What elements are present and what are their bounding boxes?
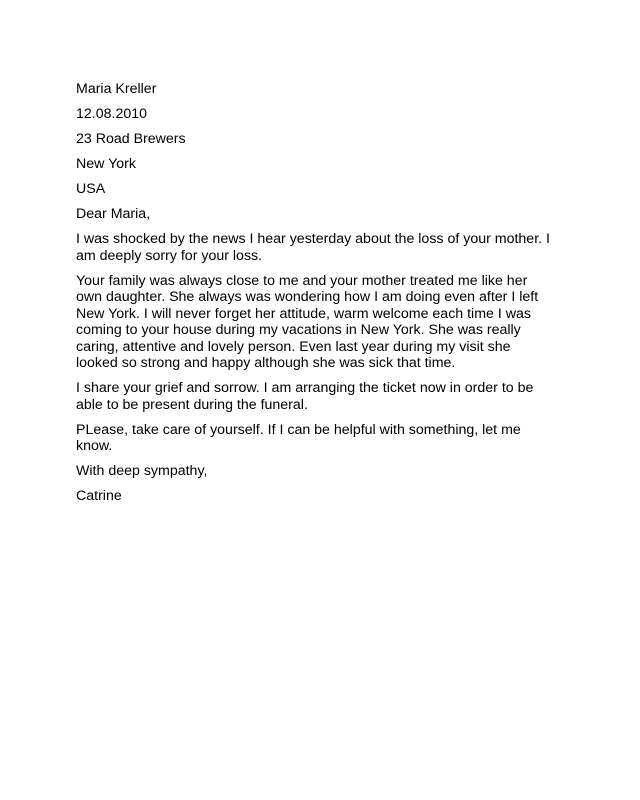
paragraph-line: Your family was always close to me and your mother treated me like her	[76, 272, 528, 289]
paragraph-line: able to be present during the funeral.	[76, 396, 308, 413]
paragraph-line: caring, attentive and lovely person. Even last year during my visit she	[76, 338, 511, 355]
paragraph-line: looked so strong and happy although she was sick that time.	[76, 355, 456, 371]
letter-date: 12.08.2010	[76, 106, 148, 122]
paragraph-line: I share your grief and sorrow. I am arranging the ticket now in order to be	[76, 380, 534, 396]
paragraph-line: PLease, take care of yourself. If I can be helpful with something, let me	[76, 421, 521, 438]
closing: With deep sympathy,	[76, 463, 208, 479]
paragraph-funeral	[76, 380, 576, 413]
paragraph-line: am deeply sorry for your loss.	[76, 247, 263, 264]
paragraph-line: coming to your house during my vacations in New York. She was really	[76, 322, 521, 338]
address-country: USA	[76, 181, 106, 197]
salutation: Dear Maria,	[76, 206, 151, 222]
paragraph-line: I was shocked by the news I hear yesterday about the loss of your mother. I	[76, 231, 550, 247]
address-city: New York	[76, 156, 136, 172]
paragraph-line: know.	[76, 438, 113, 454]
letter-body	[76, 81, 576, 505]
paragraph-care	[76, 422, 576, 455]
paragraph-line: own daughter. She always was wondering how I am doing even after I left	[76, 289, 539, 305]
paragraph-condolence	[76, 231, 576, 264]
signature: Catrine	[76, 488, 122, 504]
paragraph-memories	[76, 273, 576, 372]
address-street: 23 Road Brewers	[76, 131, 186, 147]
recipient-name: Maria Kreller	[76, 81, 157, 97]
paragraph-line: New York. I will never forget her attitude, warm welcome each time I was	[76, 305, 531, 322]
